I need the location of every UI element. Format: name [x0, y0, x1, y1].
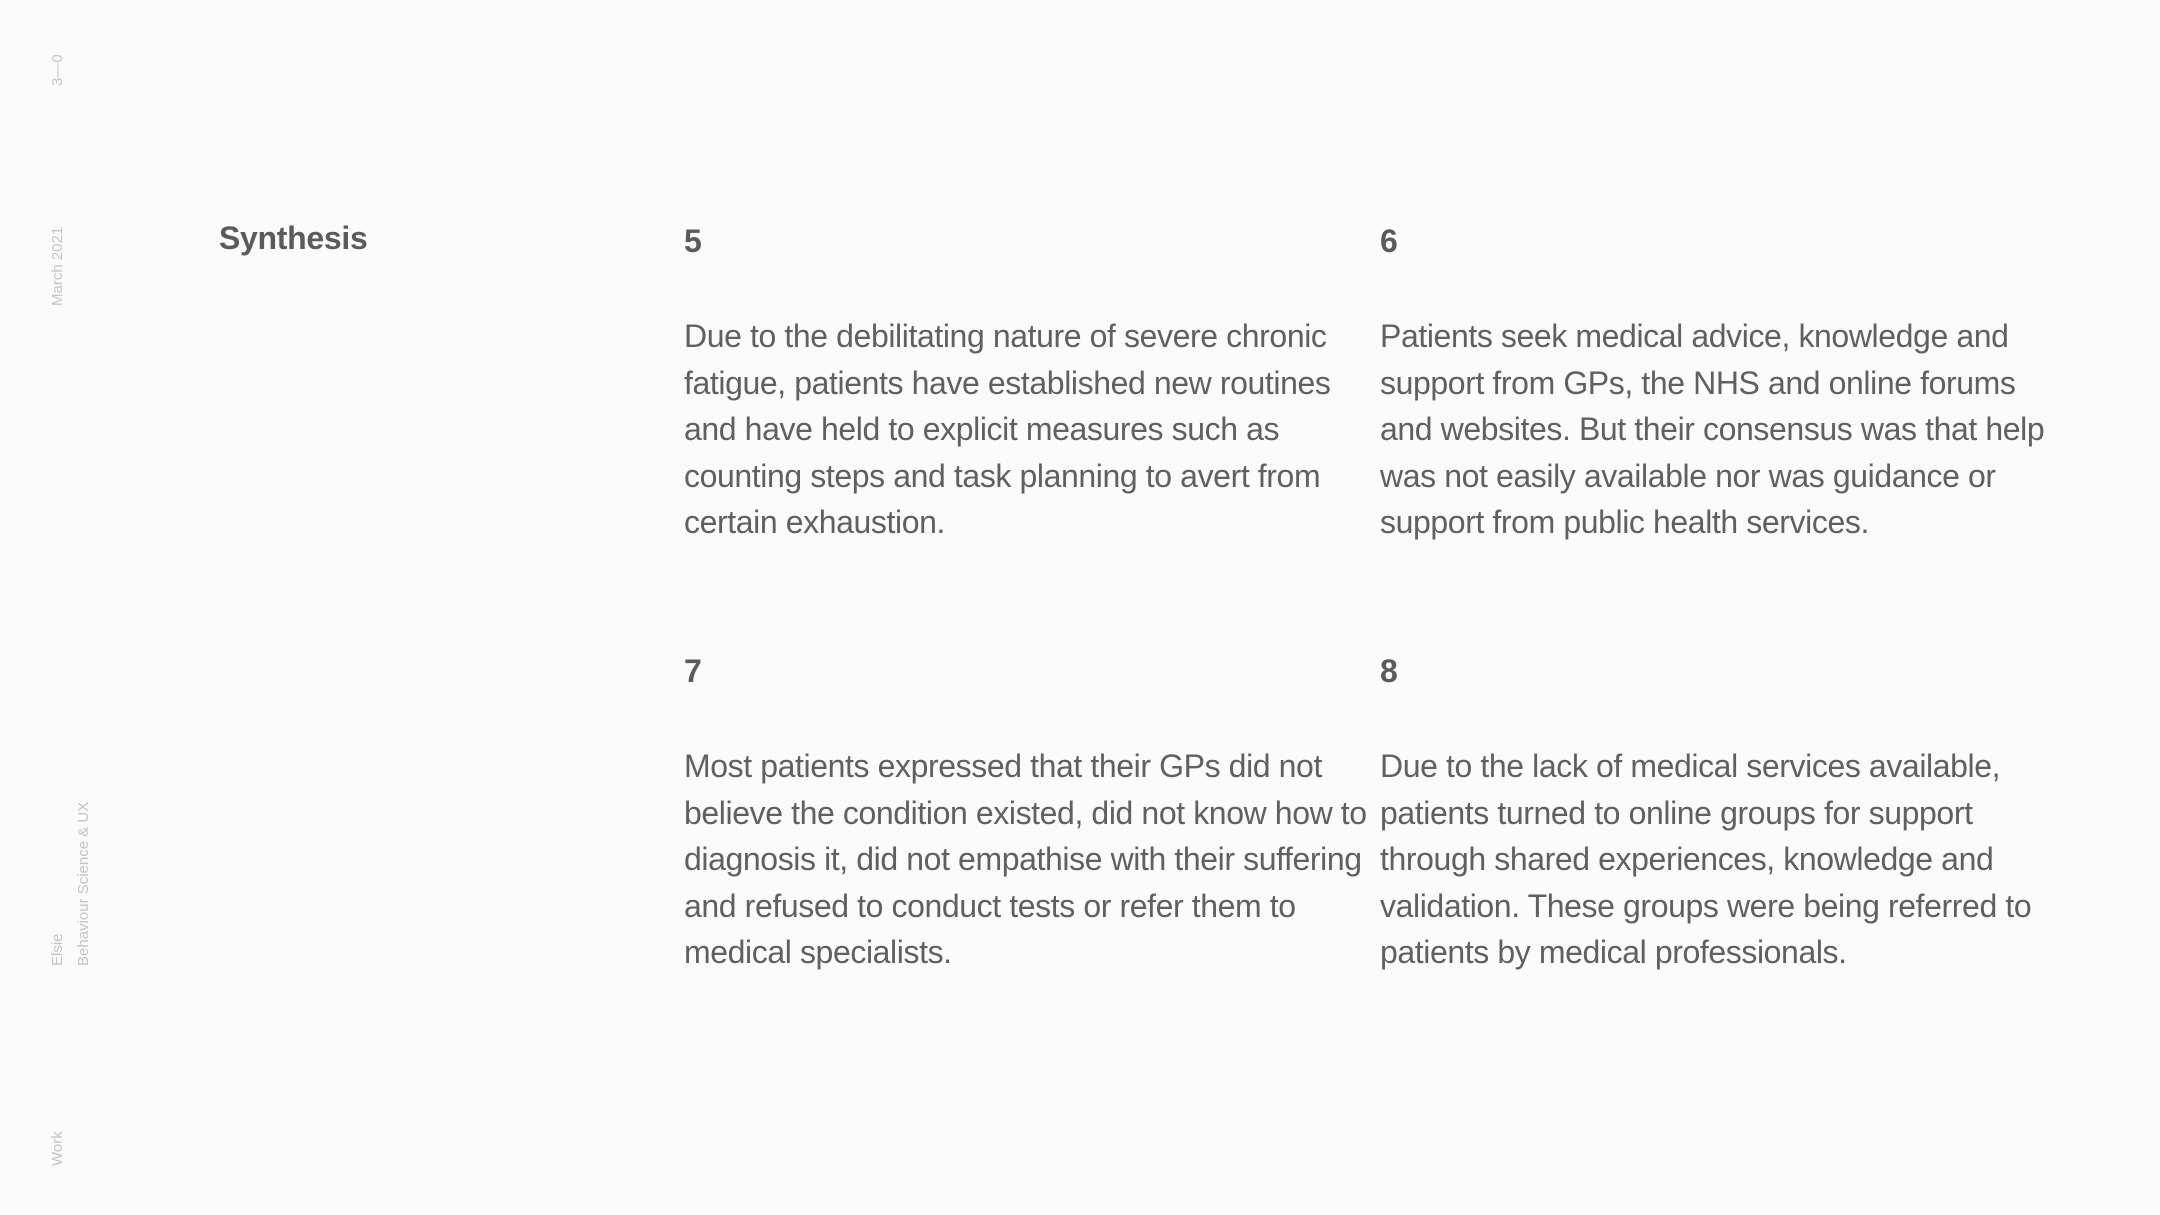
- page-title: Synthesis: [219, 220, 368, 256]
- date-label: March 2021: [49, 226, 66, 306]
- finding-item: [1380, 651, 2070, 976]
- author-subtitle: Behaviour Science & UX: [75, 801, 92, 966]
- author-name: Elsie: [49, 933, 66, 966]
- finding-text: Patients seek medical advice, knowledge and support from GPs, the NHS and online forums and websites. But their consensus was that help was not easily available nor was guidance or support from public health services.: [1380, 318, 2045, 540]
- finding-item: [1380, 221, 2070, 546]
- finding-item: [684, 651, 1374, 976]
- finding-text: Due to the debilitating nature of severe chronic fatigue, patients have established new routines and have held to explicit measures such as counting steps and task planning to avert from certain exhaustion.: [684, 318, 1331, 540]
- finding-text: Most patients expressed that their GPs did not believe the condition existed, did not know how to diagnosis it, did not empathise with their suffering and refused to conduct tests or refer them to medical specialists.: [684, 748, 1367, 970]
- finding-item: [684, 221, 1374, 546]
- section-label: Work: [49, 1131, 66, 1166]
- finding-number: 8: [1380, 653, 1398, 689]
- page-number: 3—0: [49, 54, 66, 86]
- finding-number: 6: [1380, 223, 1398, 259]
- finding-number: 7: [684, 653, 702, 689]
- finding-number: 5: [684, 223, 702, 259]
- finding-text: Due to the lack of medical services available, patients turned to online groups for support through shared experiences, knowledge and validation. These groups were being referred to patients by medical professionals.: [1380, 748, 2032, 970]
